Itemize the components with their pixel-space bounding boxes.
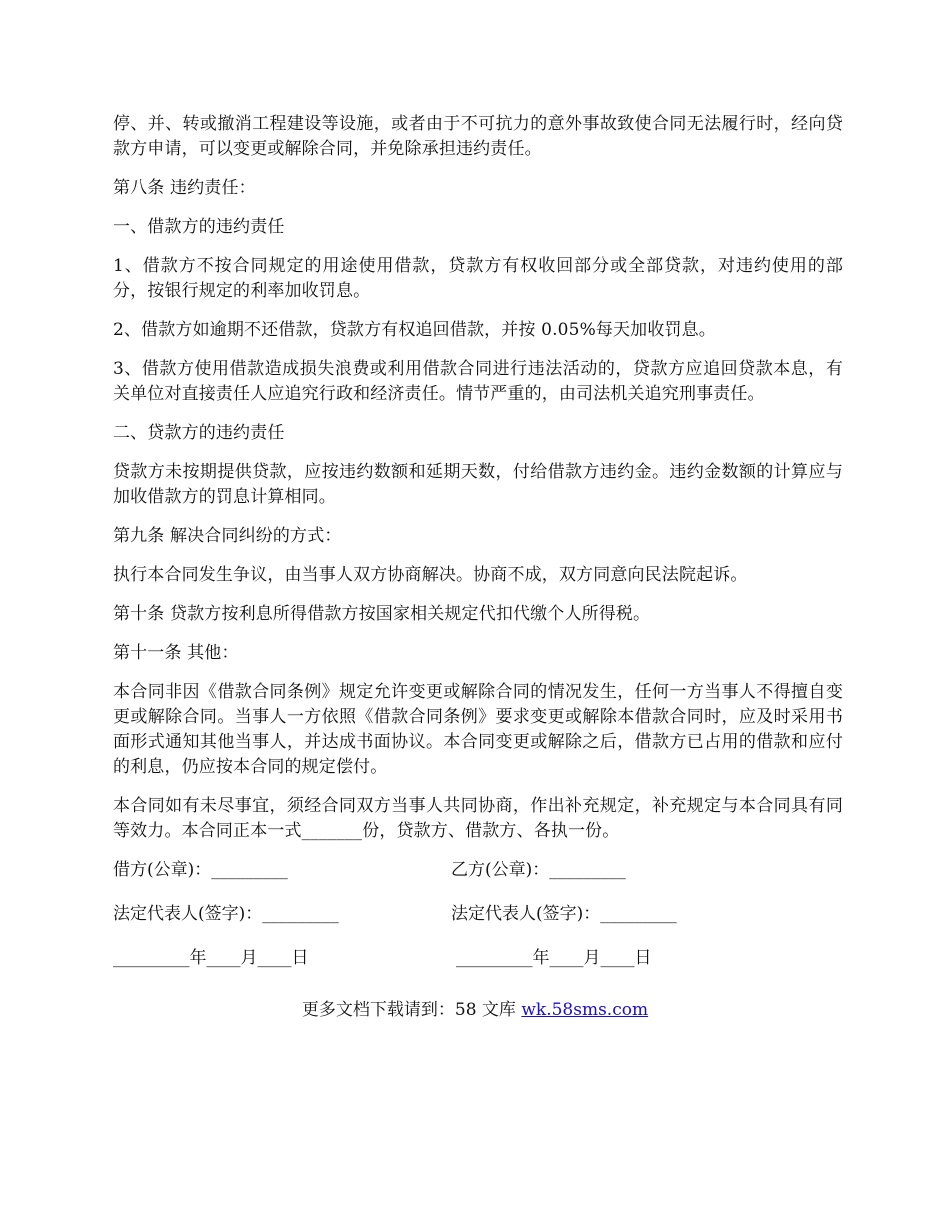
party-b-seal-field: 乙方(公章)：_________ — [451, 860, 626, 880]
download-footer — [0, 998, 950, 1023]
party-a-date-field: _________年____月____日 — [113, 948, 309, 968]
borrower-liability-item-3: 3、借款方使用借款造成损失浪费或利用借款合同进行违法活动的，贷款方应追回贷款本息，有关单位对直接责任人应追究行政和经济责任。情节严重的，由司法机关追究刑事责任。 — [113, 359, 843, 404]
party-b-date-field: _________年____月____日 — [456, 948, 652, 968]
supplementary-provisions-text: 本合同如有未尽事宜，须经合同双方当事人共同协商，作出补充规定，补充规定与本合同具有同等效力。本合同正本一式_______份，贷款方、借款方、各执一份。 — [113, 796, 843, 841]
date-row — [113, 946, 843, 971]
article-8-heading: 第八条 违约责任： — [113, 178, 256, 198]
borrower-liability-item-2: 2、借款方如逾期不还借款，贷款方有权追回借款，并按 0.05%每天加收罚息。 — [113, 320, 716, 340]
representative-row — [113, 902, 843, 927]
footer-text: 更多文档下载请到：58 文库 — [301, 1000, 522, 1020]
footer-link[interactable]: wk.58sms.com — [521, 1000, 649, 1020]
contract-change-text: 本合同非因《借款合同条例》规定允许变更或解除合同的情况发生，任何一方当事人不得擅自变更或解除合同。当事人一方依照《借款合同条例》要求变更或解除本借款合同时，应及时采用书面形式通知其他当事人，并达成书面协议。本合同变更或解除之后，借款方已占用的借款和应付的利息，仍应按本合同的规定偿付。 — [113, 682, 843, 777]
document-body — [113, 112, 843, 990]
borrower-liability-item-1: 1、借款方不按合同规定的用途使用借款，贷款方有权收回部分或全部贷款，对违约使用的部分，按银行规定的利率加收罚息。 — [113, 256, 843, 301]
dispute-resolution-text: 执行本合同发生争议，由当事人双方协商解决。协商不成，双方同意向民法院起诉。 — [113, 565, 748, 585]
borrower-liability-heading: 一、借款方的违约责任 — [113, 217, 285, 237]
article-10-text: 第十条 贷款方按利息所得借款方按国家相关规定代扣代缴个人所得税。 — [113, 604, 651, 624]
party-a-representative-field: 法定代表人(签字)：_________ — [113, 904, 339, 924]
lender-liability-text: 贷款方未按期提供贷款，应按违约数额和延期天数，付给借款方违约金。违约金数额的计算应与加收借款方的罚息计算相同。 — [113, 462, 843, 507]
article-9-heading: 第九条 解决合同纠纷的方式： — [113, 526, 342, 546]
article-11-heading: 第十一条 其他： — [113, 643, 239, 663]
lender-liability-heading: 二、贷款方的违约责任 — [113, 423, 285, 443]
seal-row — [113, 858, 843, 883]
party-a-seal-field: 借方(公章)：_________ — [113, 860, 288, 880]
party-b-representative-field: 法定代表人(签字)：_________ — [451, 904, 677, 924]
paragraph-contract-termination: 停、并、转或撤消工程建设等设施，或者由于不可抗力的意外事故致使合同无法履行时，经向贷款方申请，可以变更或解除合同，并免除承担违约责任。 — [113, 114, 843, 159]
